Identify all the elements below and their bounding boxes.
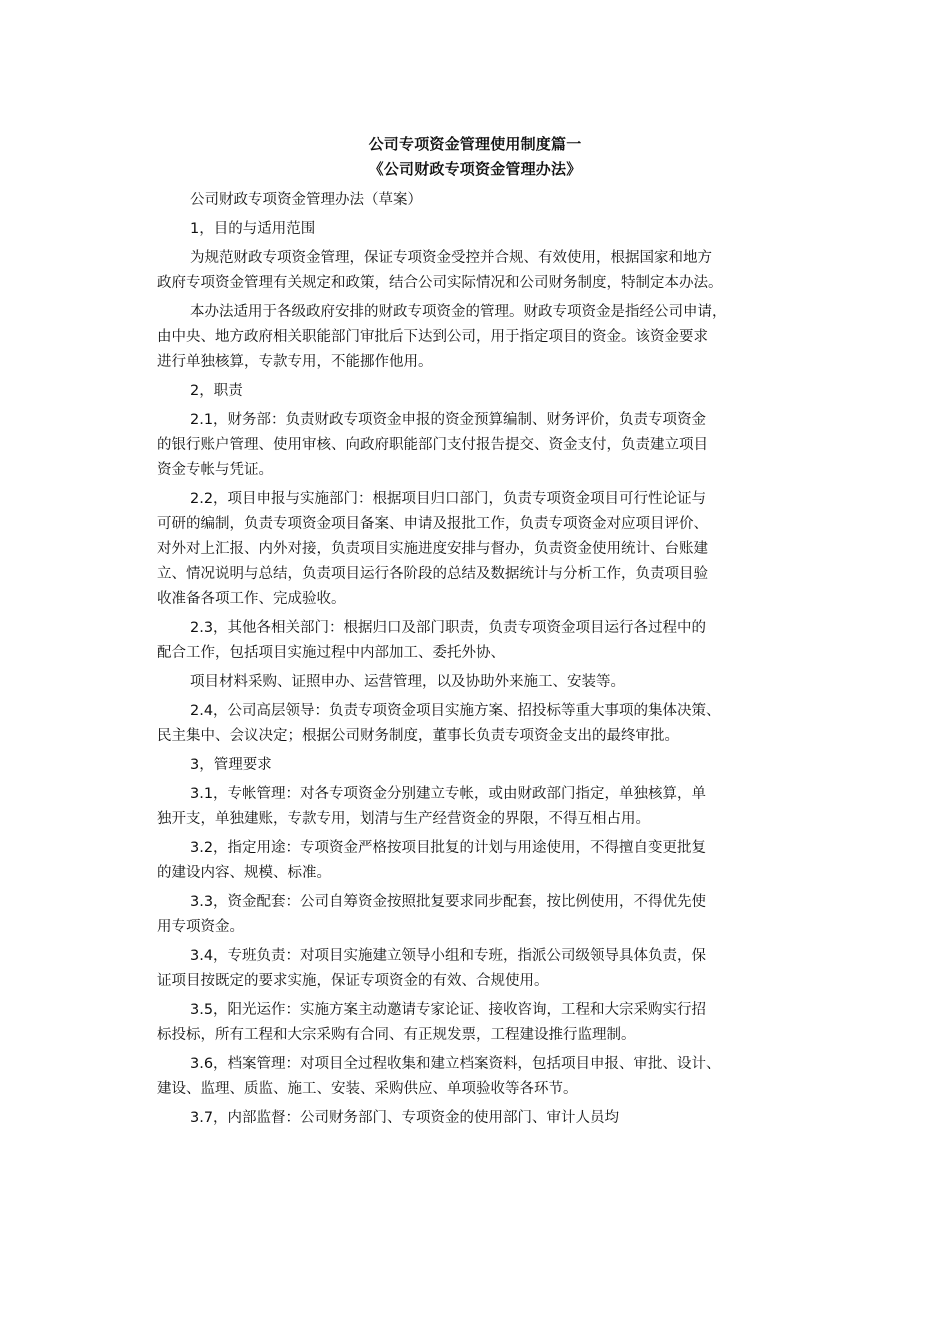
paragraph — [157, 188, 797, 213]
text-line: 配合工作，包括项目实施过程中内部加工、委托外协、 — [157, 645, 505, 661]
text-line: 3.6，档案管理：对项目全过程收集和建立档案资料，包括项目申报、审批、设计、 — [190, 1056, 721, 1072]
text-line: 3.2，指定用途：专项资金严格按项目批复的计划与用途使用，不得擅自变更批复 — [190, 840, 707, 856]
text-line: 收准备各项工作、完成验收。 — [157, 591, 346, 607]
document-body — [157, 188, 797, 1135]
document-title: 公司专项资金管理使用制度篇一 — [368, 135, 582, 153]
text-line: 1，目的与适用范围 — [190, 221, 316, 237]
paragraph — [157, 1106, 797, 1131]
text-line: 2.3，其他各相关部门：根据归口及部门职责，负责专项资金项目运行各过程中的 — [190, 620, 707, 636]
text-line: 公司财政专项资金管理办法（草案） — [190, 192, 422, 208]
text-line: 3.4，专班负责：对项目实施建立领导小组和专班，指派公司级领导具体负责，保 — [190, 948, 707, 964]
text-line: 立、情况说明与总结，负责项目运行各阶段的总结及数据统计与分析工作，负责项目验 — [157, 566, 708, 582]
text-line: 2，职责 — [190, 383, 243, 399]
text-line: 2.1，财务部：负责财政专项资金申报的资金预算编制、财务评价，负责专项资金 — [190, 412, 707, 428]
text-line: 3.7，内部监督：公司财务部门、专项资金的使用部门、审计人员均 — [190, 1110, 620, 1126]
text-line: 用专项资金。 — [157, 919, 244, 935]
text-line: 独开支，单独建账，专款专用，划清与生产经营资金的界限，不得互相占用。 — [157, 811, 650, 827]
paragraph — [157, 379, 797, 404]
text-line: 由中央、地方政府相关职能部门审批后下达到公司，用于指定项目的资金。该资金要求 — [157, 329, 708, 345]
paragraph — [157, 487, 797, 612]
text-line: 政府专项资金管理有关规定和政策，结合公司实际情况和公司财务制度，特制定本办法。 — [157, 275, 723, 291]
document-subtitle: 《公司财政专项资金管理办法》 — [368, 160, 582, 178]
paragraph — [157, 300, 797, 375]
paragraph — [157, 246, 797, 296]
text-line: 为规范财政专项资金管理，保证专项资金受控并合规、有效使用，根据国家和地方 — [190, 250, 712, 266]
text-line: 2.4，公司高层领导：负责专项资金项目实施方案、招投标等重大事项的集体决策、 — [190, 703, 721, 719]
text-line: 对外对上汇报、内外对接，负责项目实施进度安排与督办，负责资金使用统计、台账建 — [157, 541, 708, 557]
paragraph — [157, 998, 797, 1048]
paragraph — [157, 1052, 797, 1102]
paragraph — [157, 408, 797, 483]
paragraph — [157, 753, 797, 778]
paragraph — [157, 699, 797, 749]
paragraph — [157, 782, 797, 832]
text-line: 2.2，项目申报与实施部门：根据项目归口部门，负责专项资金项目可行性论证与 — [190, 491, 707, 507]
paragraph — [157, 217, 797, 242]
text-line: 3.1，专帐管理：对各专项资金分别建立专帐，或由财政部门指定，单独核算，单 — [190, 786, 707, 802]
text-line: 证项目按既定的要求实施，保证专项资金的有效、合规使用。 — [157, 973, 549, 989]
text-line: 可研的编制，负责专项资金项目备案、申请及报批工作，负责专项资金对应项目评价、 — [157, 516, 708, 532]
text-line: 资金专帐与凭证。 — [157, 462, 273, 478]
paragraph — [157, 836, 797, 886]
text-line: 标投标，所有工程和大宗采购有合同、有正规发票，工程建设推行监理制。 — [157, 1027, 636, 1043]
text-line: 的建设内容、规模、标准。 — [157, 865, 331, 881]
text-line: 民主集中、会议决定；根据公司财务制度，董事长负责专项资金支出的最终审批。 — [157, 728, 679, 744]
text-line: 3.5，阳光运作：实施方案主动邀请专家论证、接收咨询，工程和大宗采购实行招 — [190, 1002, 707, 1018]
text-line: 3.3，资金配套：公司自筹资金按照批复要求同步配套，按比例使用，不得优先使 — [190, 894, 707, 910]
paragraph — [157, 944, 797, 994]
paragraph — [157, 616, 797, 666]
text-line: 本办法适用于各级政府安排的财政专项资金的管理。财政专项资金是指经公司申请， — [190, 304, 727, 320]
text-line: 进行单独核算，专款专用，不能挪作他用。 — [157, 354, 433, 370]
text-line: 的银行账户管理、使用审核、向政府职能部门支付报告提交、资金支付，负责建立项目 — [157, 437, 708, 453]
text-line: 建设、监理、质监、施工、安装、采购供应、单项验收等各环节。 — [157, 1081, 578, 1097]
text-line: 3，管理要求 — [190, 757, 272, 773]
paragraph — [157, 890, 797, 940]
text-line: 项目材料采购、证照申办、运营管理，以及协助外来施工、安装等。 — [190, 674, 625, 690]
paragraph — [157, 670, 797, 695]
